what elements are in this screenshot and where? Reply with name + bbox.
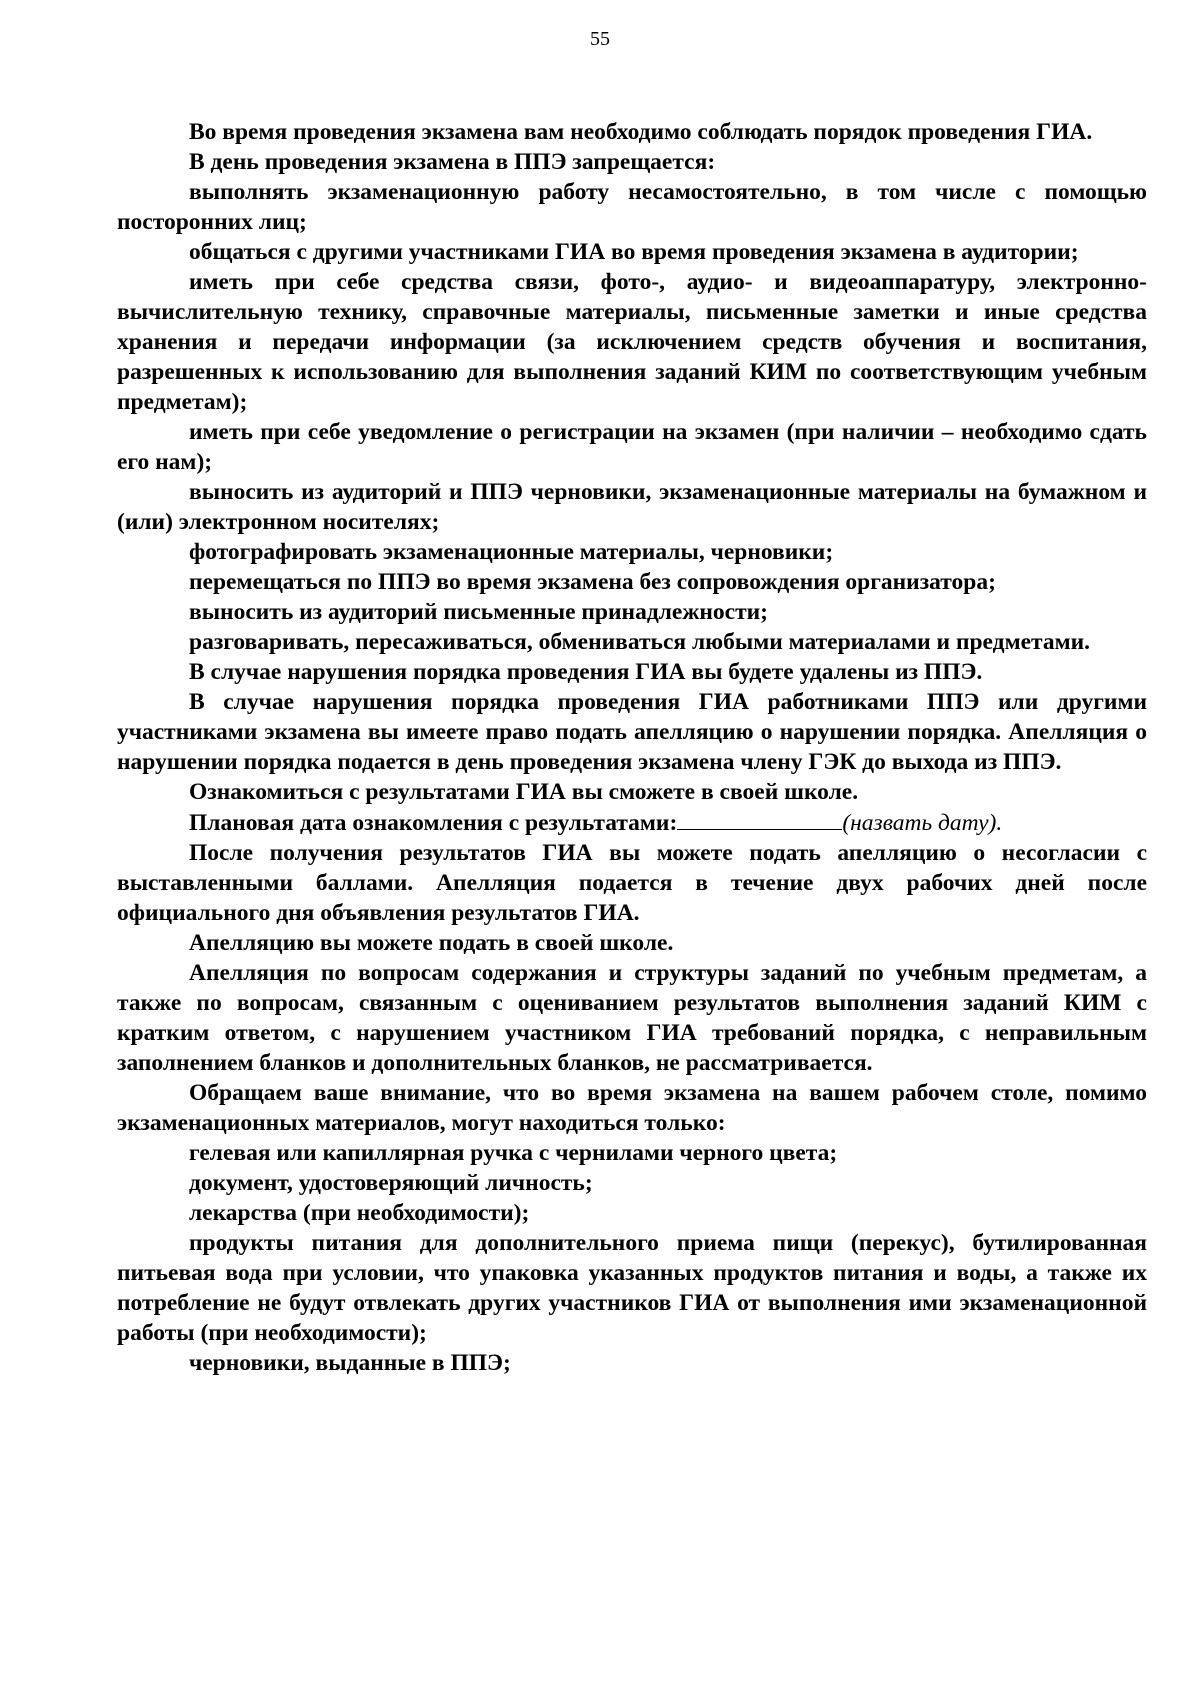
- date-line-note: (назвать дату).: [842, 810, 1003, 836]
- list-item: иметь при себе средства связи, фото-, аудио- и видеоаппаратуру, электронно-вычислительную технику, справочные материалы, письменные заметки и иные средства хранения и передачи информации (за исключением средств обучения и воспитания, разрешенных к использованию для выполнения заданий КИМ по соответствующим учебным предметам);: [117, 269, 1147, 415]
- list-item: продукты питания для дополнительного приема пищи (перекус), бутилированная питьевая вода при условии, что упаковка указанных продуктов питания и воды, а также их потребление не будут отвлекать других участников ГИА от выполнения ими экзаменационной работы (при необходимости);: [117, 1230, 1147, 1346]
- list-item: иметь при себе уведомление о регистрации на экзамен (при наличии – необходимо сдать его нам);: [117, 419, 1147, 475]
- paragraph: Обращаем ваше внимание, что во время экзамена на вашем рабочем столе, помимо экзаменационных материалов, могут находиться только:: [117, 1080, 1147, 1136]
- paragraph: В случае нарушения порядка проведения ГИА работниками ППЭ или другими участниками экзамена вы имеете право подать апелляцию о нарушении порядка. Апелляция о нарушении порядка подается в день проведения экзамена члену ГЭК до выхода из ППЭ.: [117, 689, 1147, 775]
- paragraph: Ознакомиться с результатами ГИА вы сможете в своей школе.: [189, 779, 859, 805]
- paragraph: Во время проведения экзамена вам необходимо соблюдать порядок проведения ГИА.: [189, 119, 1093, 145]
- paragraph: В день проведения экзамена в ППЭ запрещается:: [189, 149, 716, 175]
- paragraph: После получения результатов ГИА вы можете подать апелляцию о несогласии с выставленными баллами. Апелляция подается в течение двух рабочих дней после официального дня объявления результатов ГИА.: [117, 840, 1147, 926]
- list-item: общаться с другими участниками ГИА во время проведения экзамена в аудитории;: [189, 239, 1079, 265]
- date-line-label: Плановая дата ознакомления с результатами:: [189, 810, 678, 836]
- list-item: перемещаться по ППЭ во время экзамена без сопровождения организатора;: [189, 569, 996, 595]
- list-item: документ, удостоверяющий личность;: [189, 1170, 593, 1196]
- list-item: выносить из аудиторий письменные принадлежности;: [189, 599, 768, 625]
- list-item: гелевая или капиллярная ручка с чернилами черного цвета;: [189, 1140, 838, 1166]
- paragraph: Апелляция по вопросам содержания и структуры заданий по учебным предметам, а также по вопросам, связанным с оцениванием результатов выполнения заданий КИМ с кратким ответом, с нарушением участником ГИА требований порядка, с неправильным заполнением бланков и дополнительных бланков, не рассматривается.: [117, 960, 1147, 1076]
- date-blank-line: [677, 807, 842, 830]
- list-item: разговаривать, пересаживаться, обмениваться любыми материалами и предметами.: [189, 629, 1091, 655]
- list-item: выносить из аудиторий и ППЭ черновики, экзаменационные материалы на бумажном и (или) электронном носителях;: [117, 479, 1147, 535]
- document-body: [117, 117, 1147, 1378]
- paragraph: В случае нарушения порядка проведения ГИА вы будете удалены из ППЭ.: [189, 659, 983, 685]
- list-item: выполнять экзаменационную работу несамостоятельно, в том числе с помощью посторонних лиц;: [117, 179, 1147, 235]
- list-item: черновики, выданные в ППЭ;: [189, 1350, 511, 1376]
- paragraph: Апелляцию вы можете подать в своей школе.: [189, 930, 674, 956]
- page-number: 55: [590, 28, 610, 50]
- list-item: фотографировать экзаменационные материалы, черновики;: [189, 539, 834, 565]
- list-item: лекарства (при необходимости);: [189, 1200, 530, 1226]
- date-line: [117, 807, 1147, 838]
